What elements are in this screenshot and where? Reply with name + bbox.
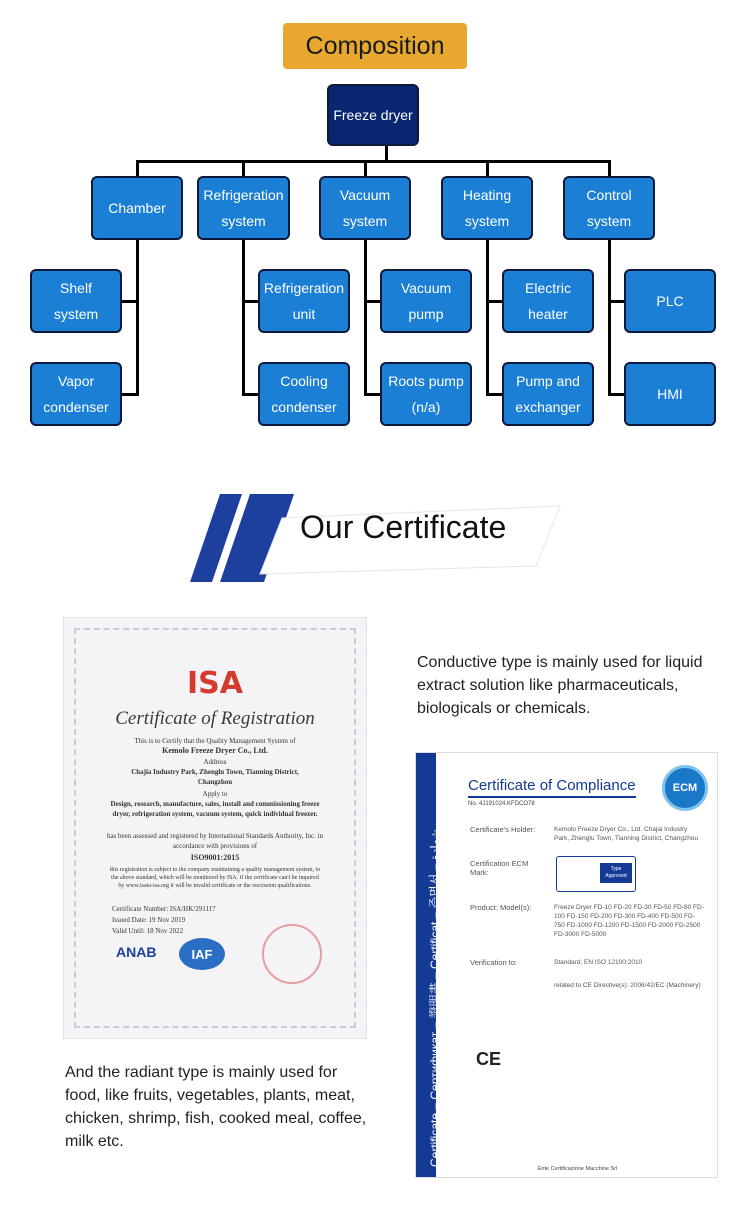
node-heating-system: [441, 176, 533, 240]
node-label: Vacuum pump: [400, 280, 452, 322]
isa-logo: ISA: [187, 666, 243, 701]
ce-mark-icon: CE: [476, 1049, 502, 1069]
isa-line: This is to Certify that the Quality Management System of: [134, 737, 296, 745]
ce-mark-label: Certification ECM Mark:: [470, 859, 529, 877]
node-label: Shelf system: [53, 280, 99, 322]
node-label: Vacuum system: [339, 187, 391, 229]
type-approved-badge: Type Approved: [600, 863, 632, 883]
node-label: PLC: [656, 293, 684, 309]
ce-verification-label: Verification to:: [470, 958, 518, 967]
iaf-logo: IAF: [179, 938, 225, 970]
node-hmi: [624, 362, 716, 426]
isa-issued-date: Issued Date: 19 Nov 2019: [112, 916, 186, 924]
node-roots-pump: [380, 362, 472, 426]
node-label: Refrigeration unit: [263, 280, 345, 322]
ce-verification: Standard: EN ISO 12100:2010: [554, 959, 643, 966]
node-vapor-condenser: [30, 362, 122, 426]
node-chamber: [91, 176, 183, 240]
isa-cert-number: Certificate Number: ISA/HK/291117: [112, 905, 216, 913]
tree-line: [136, 238, 139, 396]
ce-product-label: Product: Model(s):: [470, 903, 532, 912]
certificate-title: Our Certificate: [300, 509, 507, 545]
ecm-logo: ECM: [662, 765, 708, 811]
ce-side-text: Certificate – Сертификат – 證明書 – Certificat – 증명서 – شهادة: [428, 829, 442, 1167]
radiant-description: And the radiant type is mainly used for food, like fruits, vegetables, plants, meat, chicken, shrimp, fish, cooked meal, coffee, milk etc.: [65, 1064, 367, 1150]
tree-line: [608, 238, 611, 396]
node-label: Electric heater: [525, 280, 571, 322]
tree-line: [486, 238, 489, 396]
node-freeze-dryer: [327, 84, 419, 146]
node-cooling-condenser: [258, 362, 350, 426]
ce-number: No. 4J191024.KFDCO78: [468, 801, 535, 807]
node-plc: [624, 269, 716, 333]
isa-title: Certificate of Registration: [115, 708, 315, 729]
isa-apply-label: Apply to: [202, 790, 228, 798]
node-label: HMI: [657, 386, 683, 402]
node-label: Heating system: [462, 187, 512, 229]
node-label: Vapor condenser: [43, 373, 109, 415]
isa-company: Kemolo Freeze Dryer Co., Ltd.: [162, 746, 268, 755]
isa-scope: Design, research, manufacture, sales, install and commissioning freeze dryer, refrigeration system, vacuum system, quick individual freezer.: [110, 800, 320, 818]
node-label: Refrigeration system: [203, 187, 284, 229]
isa-address: Chajia Industry Park, Zhenglu Town, Tianning District, Changzhou: [131, 768, 299, 786]
ce-title: Certificate of Compliance: [468, 777, 636, 798]
isa-valid-until: Valid Until: 18 Nov 2022: [112, 927, 184, 935]
isa-address-label: Address: [203, 758, 227, 766]
ce-certificate: [415, 752, 718, 1178]
tree-line: [242, 238, 245, 396]
node-label: Chamber: [108, 200, 166, 216]
node-label: Control system: [586, 187, 632, 229]
ce-footer: Ente Certificazione Macchine Srl: [537, 1166, 618, 1172]
node-electric-heater: [502, 269, 594, 333]
ce-product: Freeze Dryer FD-10 FD-20 FD-30 FD-50 FD-80 FD-100 FD-150 FD-200 FD-300 FD-400 FD-500 FD-750 FD-1000 FD-1200 FD-1500 FD-2000 FD-2500 FD-3000 FD-5000: [554, 904, 704, 938]
isa-assessed: has been assessed and registered by International Standards Authority, Inc. in accordance with provisions of: [106, 832, 324, 850]
node-pump-and-exchanger: [502, 362, 594, 426]
tree-line: [120, 300, 138, 303]
node-label: Pump and exchanger: [515, 373, 581, 415]
conductive-description: Conductive type is mainly used for liquid extract solution like pharmaceuticals, biologicals or chemicals.: [417, 654, 703, 717]
node-refrigeration-system: [197, 176, 290, 240]
node-label: Freeze dryer: [333, 107, 413, 123]
node-control-system: [563, 176, 655, 240]
tree-line: [136, 160, 610, 163]
node-vacuum-pump: [380, 269, 472, 333]
stamp-seal-icon: [262, 924, 322, 984]
composition-title: Composition: [283, 23, 467, 69]
anab-logo: ANAB: [116, 944, 157, 960]
node-shelf-system: [30, 269, 122, 333]
node-vacuum-system: [319, 176, 411, 240]
ce-directive: related to CE Directive(s): 2006/42/EC (Machinery): [554, 982, 701, 989]
node-refrigeration-unit: [258, 269, 350, 333]
isa-standard: ISO9001:2015: [190, 853, 240, 862]
node-label: Cooling condenser: [271, 373, 337, 415]
isa-certificate: [63, 617, 367, 1039]
ce-holder-label: Certificate's Holder:: [470, 825, 536, 834]
tree-line: [364, 238, 367, 396]
node-label: Roots pump (n/a): [388, 373, 464, 415]
tree-line: [120, 393, 138, 396]
isa-note: this registration is subject to the company maintaining a quality management system, to the above standard, which will be monitored by ISA. if the certificate can't be inquired by www.isaia-isa.org it will be invalid certificate or the rescission qualifications.: [109, 867, 321, 889]
ce-holder: Kemolo Freeze Dryer Co., Ltd. Chajia Industry Park, Zhenglu Town, Tianning District, Changzhou: [554, 826, 699, 842]
